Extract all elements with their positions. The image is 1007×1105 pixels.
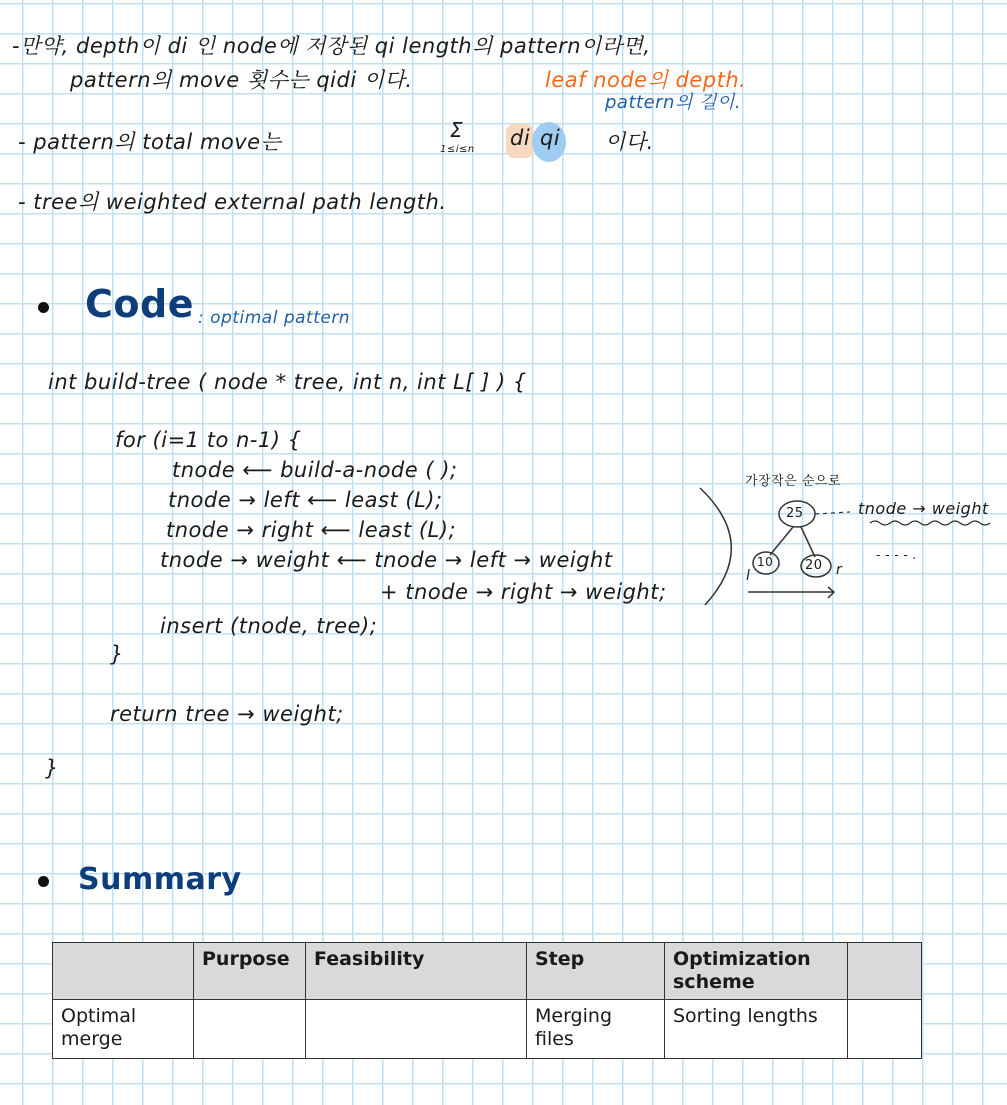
summary-table [52,942,922,1059]
note-line-2: pattern의 move 횟수는 qidi 이다. [70,68,413,92]
table-header-row [53,943,922,1000]
header-cell [848,943,922,1000]
table-cell: Optimal merge [53,1000,194,1059]
code-line: } [110,642,124,666]
dashed-pointer [815,512,850,514]
ellipsis: - - - - . [876,548,917,562]
diagram-caption: 가장작은 순으로 [745,474,842,489]
table-cell: Merging files [527,1000,665,1059]
code-line: for (i=1 to n-1) { [115,428,302,452]
note-line-1: -만약, depth이 di 인 node에 저장된 qi length의 pattern이라면, [12,34,651,58]
table-row [53,1000,922,1059]
note-line-3-end: 이다. [605,130,654,154]
code-line: tnode → left ⟵ least (L); [168,488,443,512]
left-value: 10 [757,555,774,569]
wavy-underline [870,521,990,525]
root-value: 25 [786,506,804,521]
sigma: Σ [450,118,464,142]
table-cell [194,1000,306,1059]
bracket [700,488,731,605]
code-line: tnode → right ⟵ least (L); [166,518,457,542]
code-line: tnode ⟵ build-a-node ( ); [172,458,458,482]
note-line-4: - tree의 weighted external path length. [18,190,447,214]
code-line: int build-tree ( node * tree, int n, int L[ ] ) { [48,370,527,394]
r-label: r [836,562,843,578]
table-cell [848,1000,922,1059]
header-cell: Step [527,943,665,1000]
table-cell: Sorting lengths [665,1000,848,1059]
term-di: di [510,126,531,150]
edge-left [770,527,793,555]
header-cell: Feasibility [306,943,527,1000]
summary-heading: Summary [78,862,242,897]
header-cell: Purpose [194,943,306,1000]
right-value: 20 [805,558,823,573]
code-line: } [45,756,59,780]
code-line: + tnode → right → weight; [380,580,667,604]
term-qi: qi [540,126,561,150]
bullet [38,876,49,887]
pointer-label: tnode → weight [858,499,989,518]
sigma-range: 1≤i≤n [440,144,475,155]
code-line: insert (tnode, tree); [160,614,378,638]
table-cell [306,1000,527,1059]
l-label: l [746,568,751,584]
code-line: return tree → weight; [110,702,344,726]
annotation-pattern-length: pattern의 길이. [605,92,742,113]
header-cell: Optimization scheme [665,943,848,1000]
note-line-3: - pattern의 total move는 [18,130,282,154]
code-heading: Code [85,282,194,326]
annotation-leaf-depth: leaf node의 depth. [545,68,747,92]
code-subtitle: : optimal pattern [198,308,351,328]
code-line: tnode → weight ⟵ tnode → left → weight [160,548,613,572]
edge-right [801,527,815,557]
header-cell [53,943,194,1000]
